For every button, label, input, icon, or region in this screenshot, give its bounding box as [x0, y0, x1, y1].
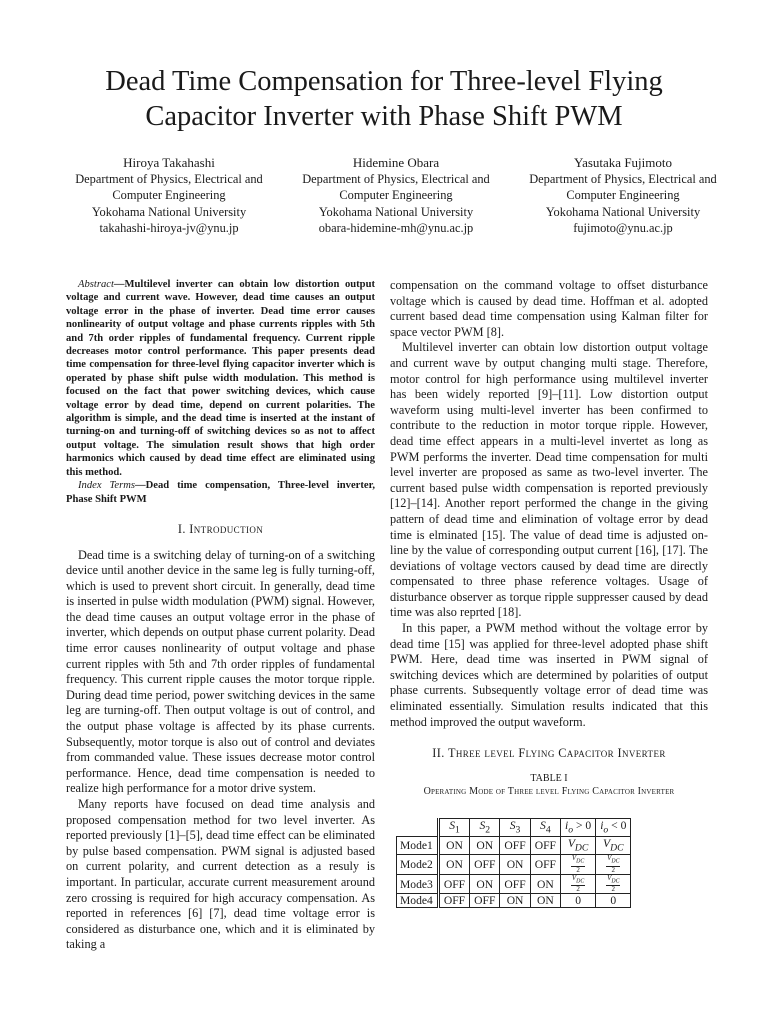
- author-2: [293, 155, 499, 236]
- right-column: [390, 278, 708, 908]
- table-caption: [390, 772, 708, 798]
- switch-state-s2: ON: [470, 874, 500, 893]
- switch-state-s2: OFF: [470, 855, 500, 874]
- header-s2: $S_2$: [470, 818, 500, 836]
- left-column: [66, 278, 375, 953]
- switch-state-s1: ON: [438, 837, 469, 855]
- mode-label: Mode3: [397, 874, 439, 893]
- abstract-label: Abstract: [78, 279, 114, 290]
- header-s1: $S_1$: [438, 818, 469, 836]
- section-heading-flying-capacitor: II. Three level Flying Capacitor Inverter: [432, 746, 666, 761]
- author-name: Hidemine Obara: [352, 155, 440, 170]
- body-paragraph: Dead time is a switching delay of turning-on of a switching device until another device in the same leg is fully turning-off, which is used to prevent short circuit. In generally, dead time is inserted in pulse width modulation (PWM) signal. However, the dead time causes an output voltage error in the phase of inverter, which depends on output phase current polarity. Dead time error causes nonlinearity of output voltage and phase current ripples with 5th and 7th order ripples of fundamental frequency. This current ripple causes the motor torque ripple. During dead time period, power switching devices in the same leg are turning-off. Then output voltage is out of control, and the output phase voltage is affected by its phase currents. Subsequently, motor torque is also out of control and deviates from commanded value. These issues decrease motor control performance. Hence, dead time compensation is needed to realize high performance for a motor drive system.: [66, 547, 375, 796]
- body-paragraph: compensation on the command voltage to offset disturbance voltage which is caused by dead time. Hoffman et al. adopted current based dead time compensation using Kalman filter for space vector PWM [8].: [390, 278, 708, 339]
- output-voltage-io-positive: $\frac{V_{DC}}{2}$: [560, 874, 595, 893]
- switch-state-s3: OFF: [500, 874, 530, 893]
- output-voltage-io-negative: 0: [596, 894, 631, 908]
- mode-label: Mode4: [397, 894, 439, 908]
- author-univ: Yokohama National University: [91, 204, 247, 219]
- author-dept: Department of Physics, Electrical and: [529, 172, 717, 187]
- switch-state-s3: ON: [500, 855, 530, 874]
- table-row: [397, 874, 631, 893]
- table-row: [397, 894, 631, 908]
- title-line-2: Capacitor Inverter with Phase Shift PWM: [145, 101, 623, 132]
- header-io-positive: $i_o > 0$: [560, 818, 595, 836]
- switch-state-s4: OFF: [530, 837, 560, 855]
- author-univ: Yokohama National University: [545, 204, 701, 219]
- paper-title: [40, 64, 728, 134]
- switch-state-s2: OFF: [470, 894, 500, 908]
- author-name: Yasutaka Fujimoto: [574, 155, 672, 170]
- author-3: [520, 155, 726, 236]
- switch-state-s1: ON: [438, 855, 469, 874]
- output-voltage-io-positive: 0: [560, 894, 595, 908]
- author-name: Hiroya Takahashi: [123, 155, 215, 170]
- output-voltage-io-negative: $V_{DC}$: [596, 837, 631, 855]
- title-line-1: Dead Time Compensation for Three-level Flying: [105, 66, 663, 97]
- body-paragraph: In this paper, a PWM method without the voltage error by dead time [15] was applied for three-level adopted phase shift PWM. Here, dead time was inserted in PWM signal of switching devices which are determined by polarities of output phase currents. Subsequently voltage error of dead time was eliminated essentially. Simulation results indicated that this method improved the output waveform.: [390, 621, 708, 729]
- index-terms: [66, 479, 375, 506]
- body-paragraph: Many reports have focused on dead time analysis and proposed compensation method for two level inverter. As reported previously [1]–[5], dead time effect can be eliminated by pulse based compensation. PWM signal is adjusted based on current polarity, and current detection as a resuly is important. In particular, accurate current measurement around zero crossing is required for high accuracy compensation. As reported in references [6] [7], dead time voltage error is considered as disturbance one, which and it is eliminated by taking a: [66, 797, 375, 952]
- author-block: [66, 155, 726, 236]
- table-header-row: [397, 818, 631, 836]
- mode-label: Mode2: [397, 855, 439, 874]
- header-s3: $S_3$: [500, 818, 530, 836]
- author-dept: Computer Engineering: [566, 188, 680, 203]
- header-s4: $S_4$: [530, 818, 560, 836]
- author-email: takahashi-hiroya-jv@ynu.jp: [99, 220, 239, 235]
- mode-label: Mode1: [397, 837, 439, 855]
- abstract: [66, 278, 375, 479]
- table-corner: [397, 818, 439, 836]
- operating-mode-table: [396, 818, 631, 908]
- index-terms-label: Index Terms: [78, 480, 136, 492]
- author-1: [66, 155, 272, 236]
- switch-state-s4: ON: [530, 874, 560, 893]
- switch-state-s4: ON: [530, 894, 560, 908]
- author-dept: Computer Engineering: [339, 188, 453, 203]
- table-row: [397, 837, 631, 855]
- output-voltage-io-positive: $\frac{V_{DC}}{2}$: [560, 855, 595, 874]
- table-number: TABLE I: [530, 772, 568, 784]
- output-voltage-io-positive: $V_{DC}$: [560, 837, 595, 855]
- abstract-text: —Multilevel inverter can obtain low distortion output voltage and current wave. However, dead time causes an output voltage error in the phase of inverter. Dead time error causes nonlinearity of output voltage and phase currents ripples with 5th and 7th order ripples of fundamental frequency. Current ripple decreases motor control performance. This paper presents dead time compensation for three-level flying capacitor inverter which is operated by phase shift pulse width modulation. This method is focused on the fact that power switching devices, which cause voltage error by dead time, depend on current polarities. The algorithm is simple, and the dead time is inserted at the instant of turning-on and turning-off of switching devices so as not to affect output voltage. The simulation result shows that high order harmonics which caused by dead time effect are eliminated using this method.: [66, 279, 375, 478]
- author-email: obara-hidemine-mh@ynu.ac.jp: [318, 220, 474, 235]
- output-voltage-io-negative: $\frac{V_{DC}}{2}$: [596, 874, 631, 893]
- output-voltage-io-negative: $\frac{V_{DC}}{2}$: [596, 855, 631, 874]
- switch-state-s1: OFF: [438, 894, 469, 908]
- switch-state-s1: OFF: [438, 874, 469, 893]
- section-heading-introduction: I. Introduction: [177, 521, 264, 536]
- table-title: Operating Mode of Three level Flying Capacitor Inverter: [423, 785, 675, 797]
- author-dept: Department of Physics, Electrical and: [302, 172, 490, 187]
- body-paragraph: Multilevel inverter can obtain low distortion output voltage and current wave by output changing multi stage. Therefore, motor control for high performance using multilevel inverter has been widely reported [9]–[11]. Low distortion output waveform using multi-level inverter has been confirmed to contribute to the reduction in motor torque ripple. However, dead time effect appears in a multi-level invertet as long as PWM performs the inverter. Dead time compensation for multi level inverter are proposed as same as two-level inverter. The current based pulse width compensation is reported previously [12]–[14]. Another report performed the change in the giving pattern of dead time and elimination of voltage error by dead time is elminated [15]. The value of dead time is adjusted on-line by the value of corresponding output current [16], [17]. The deviations of voltage vectors caused by dead time are directly compensated to three phase reference voltages. Usage of disturbance observer as torque ripple suppresser caused by dead time was also reprted [18].: [390, 340, 708, 620]
- author-univ: Yokohama National University: [318, 204, 474, 219]
- switch-state-s3: OFF: [500, 837, 530, 855]
- author-dept: Department of Physics, Electrical and: [75, 172, 263, 187]
- switch-state-s4: OFF: [530, 855, 560, 874]
- author-email: fujimoto@ynu.ac.jp: [573, 220, 673, 235]
- author-dept: Computer Engineering: [112, 188, 226, 203]
- header-io-negative: $i_o < 0$: [596, 818, 631, 836]
- switch-state-s2: ON: [470, 837, 500, 855]
- table-row: [397, 855, 631, 874]
- index-terms-text: —Dead time compensation, Three-level inverter, Phase Shift PWM: [66, 480, 375, 505]
- switch-state-s3: ON: [500, 894, 530, 908]
